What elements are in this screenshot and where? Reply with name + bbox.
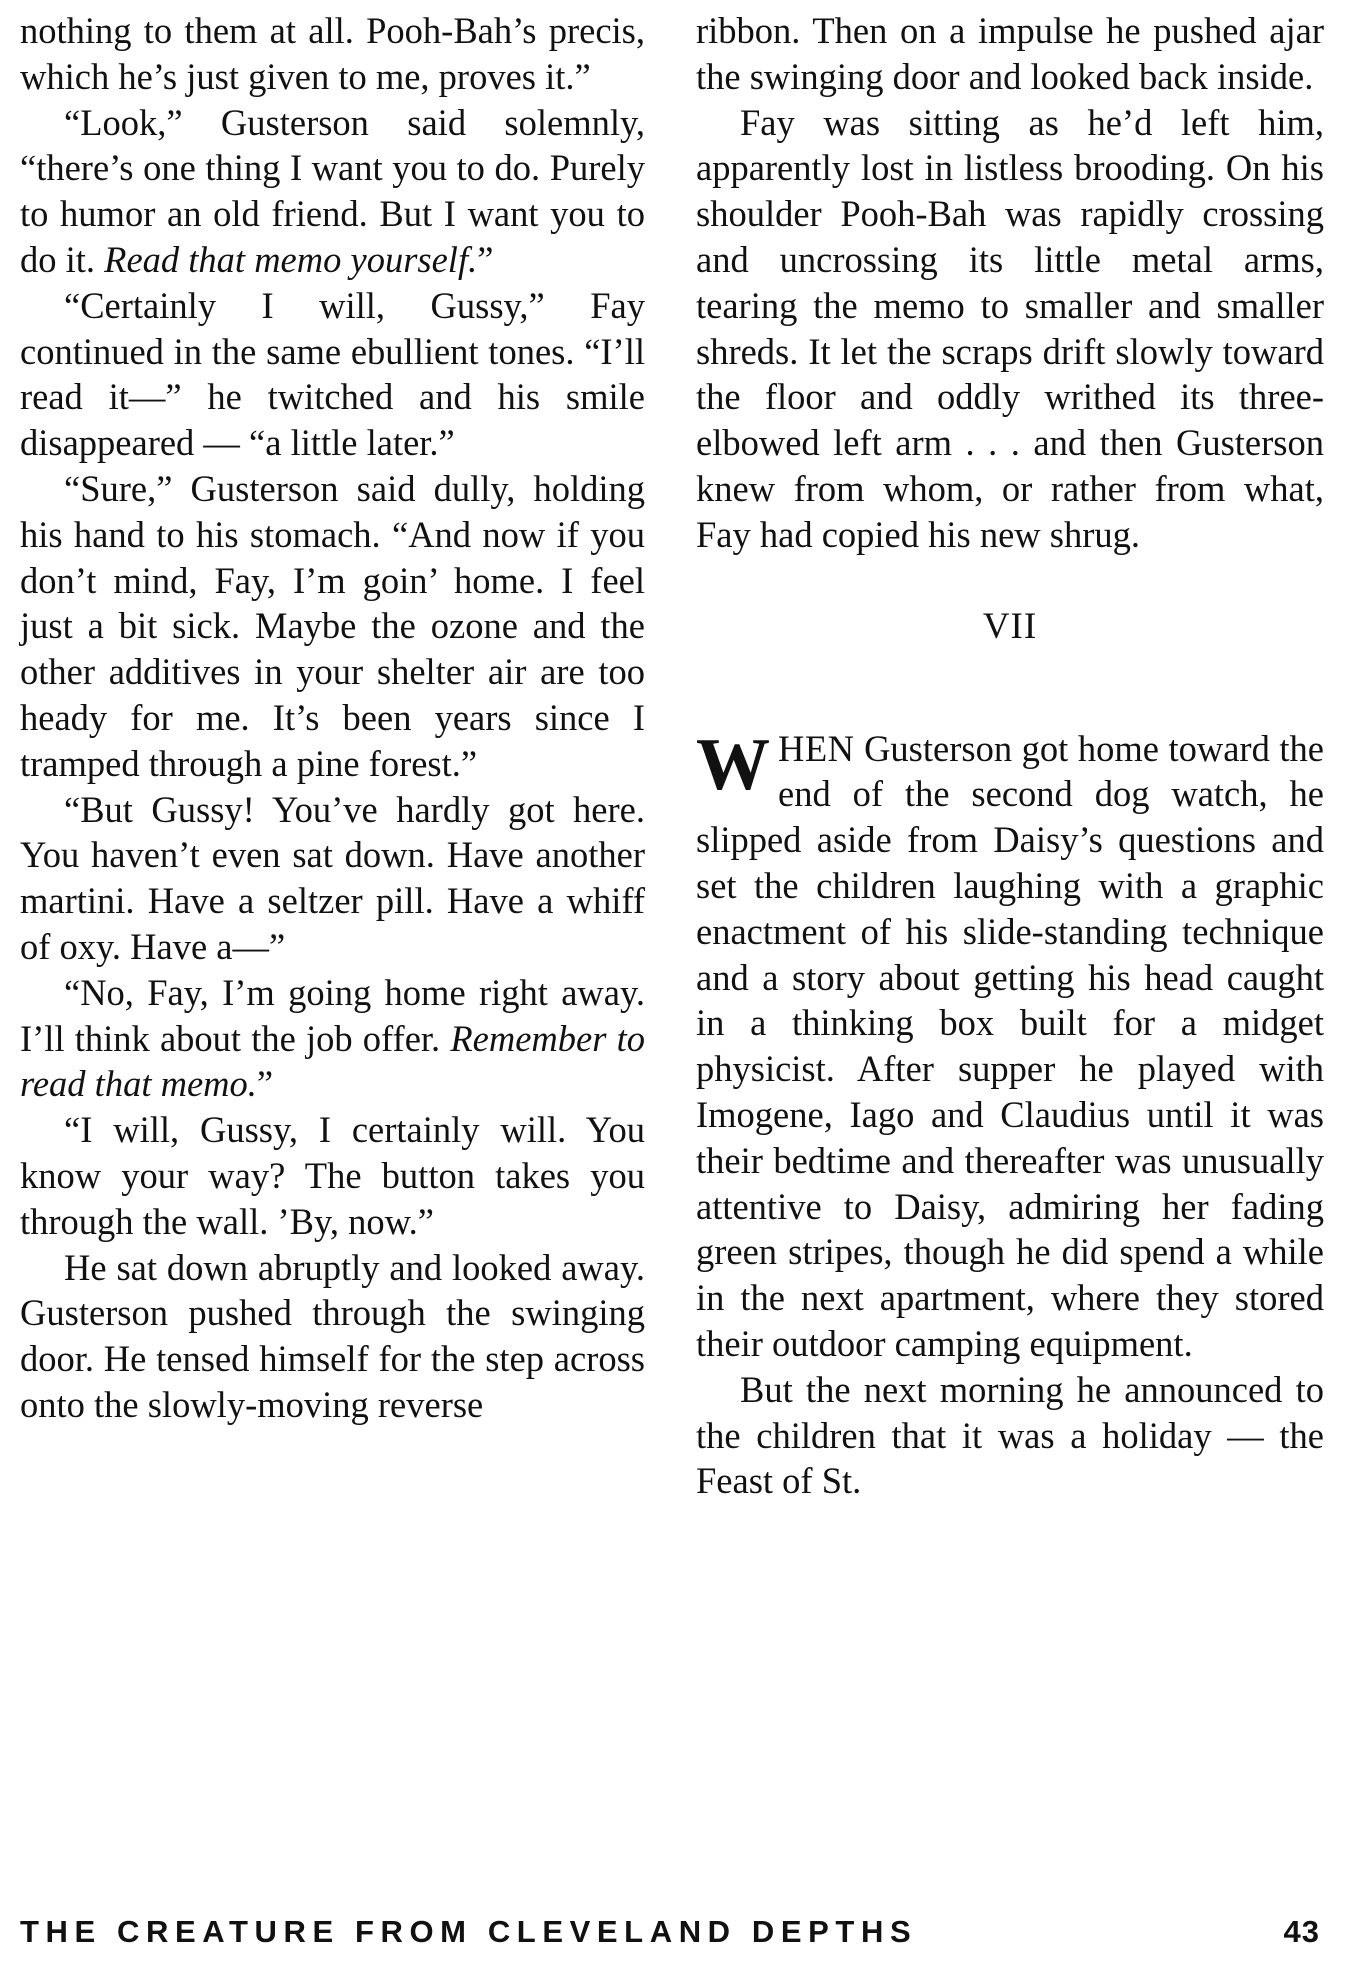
paragraph: “I will, Gussy, I certainly will. You know your way? The button takes you through the wall. ’By, now.” [20,1109,645,1242]
italic-text: Read that memo yourself. [104,238,478,280]
left-column [20,8,645,1428]
paragraph-dropcap: WHEN Gusterson got home toward the end of the second dog watch, he slipped aside from Daisy’s questions and set the children laughing with a graphic enactment of his slide-standing technique and a story about getting his head caught in a thinking box built for a midget physicist. After supper he played with Imogene, Iago and Claudius until it was their bedtime and thereafter was unusually attentive to Daisy, admiring her fading green stripes, though he did spend a while in the next apartment, where they stored their outdoor camping equipment. [696,723,1324,1364]
paragraph-continued: nothing to them at all. Pooh-Bah’s precis, which he’s just given to me, proves it.” [20,10,645,97]
paragraph: “Sure,” Gusterson said dully, holding his hand to his stomach. “And now if you don’t mind, Fay, I’m goin’ home. I feel just a bit sick. Maybe the ozone and the other additives in your shelter air are too heady for me. It’s been years since I tramped through a pine forest.” [20,467,645,784]
chapter-heading: VII [982,605,1038,647]
section-spacer [696,650,1324,726]
paragraph: But the next morning he announced to the children that it was a holiday — the Feast of St. [696,1368,1324,1502]
paragraph: He sat down abruptly and looked away. Gusterson pushed through the swinging door. He tensed himself for the step across onto the slowly-moving reverse [20,1246,645,1425]
running-footer [20,1912,1326,1952]
italic-text: Remember to read that memo. [20,1017,645,1105]
paragraph: “Certainly I will, Gussy,” Fay continued in the same ebullient tones. “I’ll read it—” he twitched and his smile disappeared — “a little later.” [20,284,645,464]
paragraph: “Look,” Gusterson said solemnly, “there’s one thing I want you to do. Purely to humor an old friend. But I want you to do it. Read that memo yourself.” [20,101,645,280]
drop-cap-letter: W [696,723,770,806]
lead-word: HEN [778,727,855,769]
paragraph: Fay was sitting as he’d left him, apparently lost in listless brooding. On his shoulder Pooh-Bah was rapidly crossing and uncrossing its little metal arms, tearing the memo to smaller and smaller shreds. It let the scraps drift slowly toward the floor and oddly writhed its three-elbowed left arm . . . and then Gusterson knew from whom, or rather from what, Fay had copied his new shrug. [696,101,1324,555]
running-title: THE CREATURE FROM CLEVELAND DEPTHS [20,1914,918,1949]
paragraph: “No, Fay, I’m going home right away. I’ll think about the job offer. Remember to read that memo.” [20,971,645,1105]
paragraph-continued: ribbon. Then on a impulse he pushed ajar the swinging door and looked back inside. [696,10,1324,97]
right-column [696,8,1324,1504]
page-number: 43 [1283,1914,1320,1949]
paragraph: “But Gussy! You’ve hardly got here. You haven’t even sat down. Have another martini. Have a seltzer pill. Have a whiff of oxy. Have a—” [20,788,645,967]
